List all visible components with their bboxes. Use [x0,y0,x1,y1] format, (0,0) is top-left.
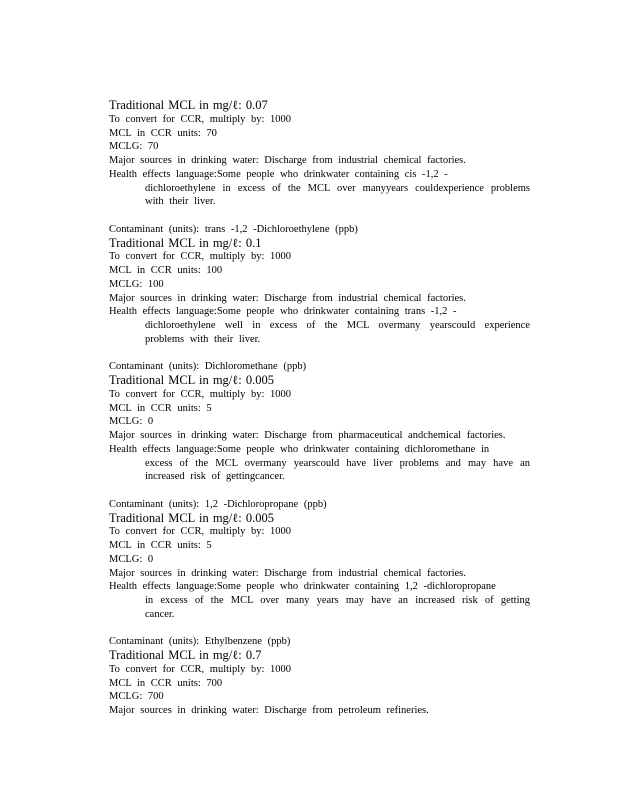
convert-line: To convert for CCR, multiply by: 1000 [109,251,292,263]
mclg-line: MCLG: 700 [109,691,164,703]
health-effects-line: Health effects language:Some people who drinkwater containing 1,2 -dichloropropane [109,581,496,593]
contaminant-entry [109,99,569,209]
mclg-line: MCLG: 70 [109,141,159,153]
traditional-mcl-line: Traditional MCL in mg/ℓ: 0.005 [109,510,274,525]
contaminant-line: Contaminant (units): Dichloromethane (ppb) [109,361,307,373]
traditional-mcl-line: Traditional MCL in mg/ℓ: 0.07 [109,98,268,112]
contaminant-entry [109,360,569,484]
health-effects-continuation: excess of the MCL overmany yearscould have liver problems and may have an increased risk of gettingcancer. [145,457,530,483]
contaminant-line: Contaminant (units): trans -1,2 -Dichloroethylene (ppb) [109,223,358,235]
traditional-mcl-line: Traditional MCL in mg/ℓ: 0.7 [109,648,262,662]
major-sources-line: Major sources in drinking water: Discharge from pharmaceutical andchemical factories. [109,430,506,441]
convert-line: To convert for CCR, multiply by: 1000 [109,526,292,538]
contaminant-entry [109,223,569,347]
mclg-line: MCLG: 100 [109,278,164,290]
convert-line: To convert for CCR, multiply by: 1000 [109,663,292,675]
major-sources-line: Major sources in drinking water: Discharge from industrial chemical factories. [109,567,466,579]
health-effects-continuation: dichloroethylene well in excess of the MCL overmany yearscould experience problems with their liver. [145,320,530,345]
traditional-mcl-line: Traditional MCL in mg/ℓ: 0.005 [109,373,274,387]
health-effects-continuation: dichloroethylene in excess of the MCL over manyyears couldexperience problems with their liver. [145,182,530,208]
ccr-units-line: MCL in CCR units: 5 [109,402,212,414]
contaminant-entry [109,498,569,622]
major-sources-line: Major sources in drinking water: Discharge from industrial chemical factories. [109,292,466,304]
contaminant-line: Contaminant (units): Ethylbenzene (ppb) [109,636,291,648]
traditional-mcl-line: Traditional MCL in mg/ℓ: 0.1 [109,235,262,250]
convert-line: To convert for CCR, multiply by: 1000 [109,113,292,125]
health-effects-continuation: in excess of the MCL over many years may have an increased risk of getting cancer. [145,595,530,620]
health-effects-line: Health effects language:Some people who drinkwater containing dichloromethane in [109,443,490,455]
mclg-line: MCLG: 0 [109,553,154,565]
major-sources-line: Major sources in drinking water: Discharge from industrial chemical factories. [109,155,466,166]
ccr-units-line: MCL in CCR units: 700 [109,677,223,689]
health-effects-line: Health effects language:Some people who drinkwater containing trans -1,2 - [109,306,457,318]
ccr-units-line: MCL in CCR units: 5 [109,540,212,551]
mclg-line: MCLG: 0 [109,416,154,428]
major-sources-line: Major sources in drinking water: Discharge from petroleum refineries. [109,705,429,716]
document-page [109,99,569,718]
contaminant-entry [109,635,569,718]
convert-line: To convert for CCR, multiply by: 1000 [109,388,292,400]
health-effects-line: Health effects language:Some people who drinkwater containing cis -1,2 - [109,168,448,180]
contaminant-line: Contaminant (units): 1,2 -Dichloropropane (ppb) [109,498,327,510]
ccr-units-line: MCL in CCR units: 70 [109,127,217,139]
ccr-units-line: MCL in CCR units: 100 [109,265,223,276]
